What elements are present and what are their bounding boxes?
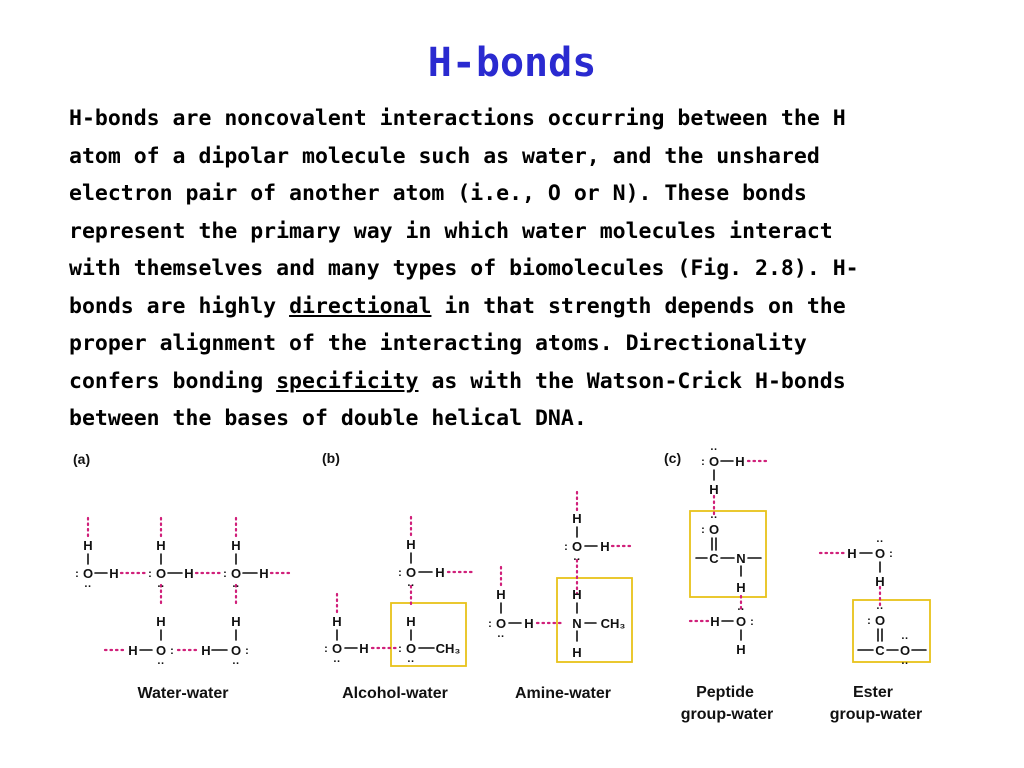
paragraph-line: proper alignment of the interacting atoms. Directionality [69,331,807,356]
svg-text::: : [148,568,152,580]
caption-ester-line2: group-water [829,706,923,723]
slide-title: H-bonds [427,40,597,86]
svg-text:H: H [184,566,194,581]
svg-text:H: H [572,645,582,660]
svg-text:H: H [156,614,166,629]
underlined-term-specificity: specificity [276,368,419,394]
svg-text:O: O [495,616,507,631]
line-text: bonds are highly [69,293,290,319]
svg-text:H: H [332,614,342,629]
svg-text:H: H [709,482,719,497]
svg-text:··: ·· [157,658,165,670]
highlight-box [391,603,466,666]
svg-text:O: O [735,614,747,629]
svg-text:··: ·· [710,512,718,524]
svg-text:O: O [82,566,94,581]
svg-text:··: ·· [901,633,909,645]
line-text: in that strength depends on the [431,293,846,319]
svg-text:H: H [406,614,416,629]
svg-text:··: ·· [573,554,581,566]
svg-text:H: H [736,642,746,657]
svg-text:··: ·· [232,658,240,670]
panel-label-c: (c) [664,450,682,466]
paragraph-line: represent the primary way in which water molecules interact [69,218,833,244]
line-text: as with the Watson-Crick H-bonds [418,368,846,394]
svg-text:O: O [874,613,886,628]
svg-text:O: O [571,539,583,554]
svg-text:CH₃: CH₃ [600,616,626,631]
svg-text:H: H [572,587,582,602]
svg-text:H: H [201,643,211,658]
svg-text:H: H [496,587,506,602]
peptide-water-diagram [690,444,770,657]
svg-text:H: H [735,454,745,469]
svg-text:O: O [708,522,720,537]
svg-text:O: O [405,641,417,656]
paragraph-line: between the bases of double helical DNA. [69,406,587,431]
svg-text:··: ·· [333,656,341,668]
svg-text::: : [75,568,79,580]
svg-text:H: H [600,539,610,554]
svg-text:O: O [230,643,242,658]
svg-text:··: ·· [710,444,718,456]
caption-peptide-line2: group-water [680,706,774,723]
svg-text::: : [701,456,705,468]
line-text: confers bonding [69,368,277,394]
svg-text::: : [867,615,871,627]
paragraph-line: with themselves and many types of biomolecules (Fig. 2.8). H- [69,256,859,281]
svg-text::: : [398,567,402,579]
svg-text:N: N [572,616,582,631]
caption-alcohol-water: Alcohol-water [342,685,448,702]
paragraph-line: H-bonds are noncovalent interactions occurring between the H [69,106,846,131]
svg-text:··: ·· [232,581,240,593]
svg-text:H: H [231,538,241,553]
svg-text:O: O [899,643,911,658]
svg-text:O: O [155,566,167,581]
svg-text::: : [324,643,328,655]
svg-text::: : [245,645,249,657]
svg-text:H: H [736,580,746,595]
svg-text:H: H [710,614,720,629]
svg-text:··: ·· [901,658,909,670]
svg-text:··: ·· [407,580,415,592]
underlined-term-directional: directional [289,293,432,319]
ester-water-diagram [820,536,930,670]
caption-peptide-line1: Peptide [696,684,754,701]
svg-text:H: H [875,574,885,589]
svg-text:··: ·· [497,631,505,643]
svg-text:H: H [231,614,241,629]
svg-text:H: H [406,537,416,552]
svg-text:CH₃: CH₃ [435,641,461,656]
svg-text:H: H [109,566,119,581]
svg-text::: : [564,541,568,553]
svg-text:O: O [405,565,417,580]
svg-text:O: O [331,641,343,656]
svg-text:H: H [847,546,857,561]
svg-text:H: H [435,565,445,580]
svg-text:H: H [572,511,582,526]
svg-text:C: C [875,643,885,658]
paragraph-line: electron pair of another atom (i.e., O or N). These bonds [69,181,807,206]
svg-text::: : [170,645,174,657]
alcohol-water-diagram [324,517,472,668]
svg-text:O: O [708,454,720,469]
svg-text::: : [889,548,893,560]
svg-text::: : [223,568,227,580]
svg-text::: : [750,616,754,628]
svg-text:··: ·· [876,536,884,548]
svg-text:H: H [83,538,93,553]
svg-text:N: N [736,551,746,566]
panel-label-a: (a) [73,451,91,467]
svg-text:H: H [156,538,166,553]
svg-text:··: ·· [737,604,745,616]
caption-ester-line1: Ester [852,684,894,701]
svg-text:O: O [230,566,242,581]
svg-text:··: ·· [84,581,92,593]
svg-text::: : [398,643,402,655]
svg-text:O: O [874,546,886,561]
caption-water-water: Water-water [137,685,229,702]
panel-label-b: (b) [322,450,340,466]
svg-text:H: H [259,566,269,581]
svg-text:··: ·· [876,603,884,615]
svg-text::: : [701,524,705,536]
svg-text:··: ·· [157,581,165,593]
water-water-diagram [75,518,292,670]
svg-text:··: ·· [407,656,415,668]
svg-text:C: C [709,551,719,566]
svg-text:O: O [155,643,167,658]
svg-text:H: H [128,643,138,658]
svg-text:H: H [524,616,534,631]
caption-amine-water: Amine-water [514,685,612,702]
paragraph-line: atom of a dipolar molecule such as water, and the unshared [69,143,820,169]
svg-text:H: H [359,641,369,656]
highlight-box [853,600,930,662]
svg-text::: : [488,618,492,630]
amine-water-diagram [488,492,634,662]
